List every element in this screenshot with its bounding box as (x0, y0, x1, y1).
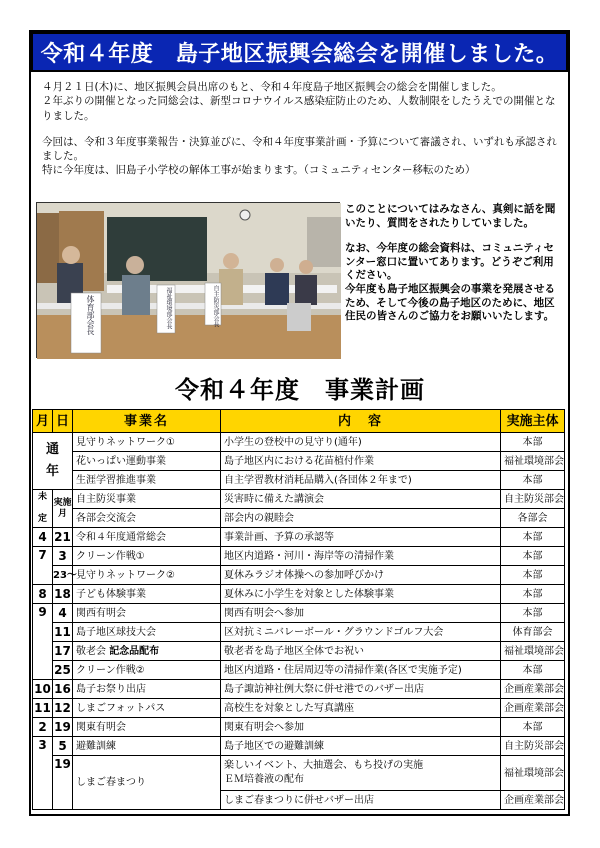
header-content: 内 容 (221, 410, 501, 433)
table-row (33, 547, 565, 566)
row-org: 本部 (501, 604, 565, 623)
row-day: 3 (53, 547, 73, 566)
row-month: 9 (33, 604, 53, 680)
row-org: 福祉環境部会 (501, 452, 565, 471)
row-content: 区対抗ミニバレーボール・グラウンドゴルフ大会 (221, 623, 501, 642)
header-day: 日 (53, 410, 73, 433)
table-row (33, 718, 565, 737)
row-name: 関東有明会 (73, 718, 221, 737)
table-row (33, 566, 565, 585)
row-day: 16 (53, 680, 73, 699)
row-name: 敬老会 記念品配布 (73, 642, 221, 661)
row-org: 本部 (501, 585, 565, 604)
row-day: 18 (53, 585, 73, 604)
row-content: 事業計画、予算の承認等 (221, 528, 501, 547)
header-name: 事業名 (73, 410, 221, 433)
row-content: 関東有明会へ参加 (221, 718, 501, 737)
table-row (33, 585, 565, 604)
row-name: 見守りネットワーク② (73, 566, 221, 585)
row-name: 各部会交流会 (73, 509, 221, 528)
table-row (33, 699, 565, 718)
page-title: 令和４年度 島子地区振興会総会を開催しました。 (31, 32, 568, 72)
table-header (33, 410, 565, 433)
table-row (33, 623, 565, 642)
row-org: 自主防災部会 (501, 737, 565, 756)
row-month: 8 (33, 585, 53, 604)
row-month: 3 (33, 737, 53, 810)
row-org: 企画産業部会 (501, 699, 565, 718)
header-org: 実施主体 (501, 410, 565, 433)
table-row (33, 604, 565, 623)
row-name: クリーン作戦① (73, 547, 221, 566)
table-row (33, 452, 565, 471)
header-month: 月 (33, 410, 53, 433)
sign-welfare: 福祉環境部会長 (165, 287, 172, 329)
plan-title: 令和４年度 事業計画 (175, 376, 425, 404)
table-row (33, 642, 565, 661)
row-org: 各部会 (501, 509, 565, 528)
row-month: 11 (33, 699, 53, 718)
row-content: 部会内の親睦会 (221, 509, 501, 528)
table-row (33, 756, 565, 791)
row-org: 本部 (501, 718, 565, 737)
row-day: 12 (53, 699, 73, 718)
row-org: 福祉環境部会 (501, 642, 565, 661)
row-org: 企画産業部会 (501, 680, 565, 699)
implementation-month-label: 実施 月 (53, 490, 73, 528)
row-content: 島子諏訪神社例大祭に併せ港でのバザー出店 (221, 680, 501, 699)
row-org: 自主防災部会 (501, 490, 565, 509)
row-content: 高校生を対象とした写真講座 (221, 699, 501, 718)
row-name: 子ども体験事業 (73, 585, 221, 604)
table-row (33, 490, 565, 509)
row-month: 2 (33, 718, 53, 737)
row-content: 地区内道路・河川・海岸等の清掃作業 (221, 547, 501, 566)
row-org: 企画産業部会 (501, 791, 565, 810)
row-org: 本部 (501, 471, 565, 490)
row-content: 島子地区での避難訓練 (221, 737, 501, 756)
table-row (33, 680, 565, 699)
row-org: 本部 (501, 547, 565, 566)
row-content: 関西有明会へ参加 (221, 604, 501, 623)
table-row (33, 471, 565, 490)
side-paragraph-1: このことについてはみなさん、真剣に話を聞いたり、質問をされたりしていました。 (345, 203, 556, 229)
row-name: 生涯学習推進事業 (73, 471, 221, 490)
row-day: 19 (53, 718, 73, 737)
row-org: 福祉環境部会 (501, 756, 565, 791)
intro-paragraph-1: ４月２１日(木)に、地区振興会員出席のもと、令和４年度島子地区振興会の総会を開催しました。 (42, 81, 502, 93)
intro-paragraph-4: 特に今年度は、旧島子小学校の解体工事が始まります。（コミュニティセンター移転のため） (42, 164, 476, 177)
row-content: 夏休みに小学生を対象とした体験事業 (221, 585, 501, 604)
row-name: 島子地区球技大会 (73, 623, 221, 642)
row-name: 自主防災事業 (73, 490, 221, 509)
row-content: 夏休みラジオ体操への参加呼びかけ (221, 566, 501, 585)
table-row (33, 433, 565, 452)
row-name: 花いっぱい運動事業 (73, 452, 221, 471)
row-content: 災害時に備えた講演会 (221, 490, 501, 509)
row-name: 島子お祭り出店 (73, 680, 221, 699)
row-day: 4 (53, 604, 73, 623)
row-name: 令和４年度通常総会 (73, 528, 221, 547)
row-day: 25 (53, 661, 73, 680)
undetermined-label: 未 定 (33, 490, 53, 528)
table-row (33, 528, 565, 547)
row-day: 19 (53, 756, 73, 810)
row-day: 11 (53, 623, 73, 642)
row-day: 17 (53, 642, 73, 661)
season-label: 通 年 (33, 433, 73, 490)
row-content: 島子地区内における花苗植付作業 (221, 452, 501, 471)
table-row (33, 509, 565, 528)
row-org: 本部 (501, 433, 565, 452)
row-month: 7 (33, 547, 53, 585)
row-month: 10 (33, 680, 53, 699)
side-notes (345, 203, 563, 324)
row-name: しまご春まつり (73, 756, 221, 810)
row-org: 体育部会 (501, 623, 565, 642)
row-content: 敬老者を島子地区全体でお祝い (221, 642, 501, 661)
meeting-photo (36, 202, 340, 358)
side-paragraph-3: 今年度も島子地区振興会の事業を発展させるため、そして今後の島子地区のために、地区住民の皆さんのご協力をお願いいたします。 (345, 282, 555, 323)
row-name: 見守りネットワーク① (73, 433, 221, 452)
intro-paragraph-2: ２年ぶりの開催となった同総会は、新型コロナウイルス感染症防止のため、人数制限をしたうえでの開催となりました。 (42, 95, 556, 122)
intro-text (42, 80, 562, 178)
row-name: 関西有明会 (73, 604, 221, 623)
row-content: 自主学習教材消耗品購入(各団体２年まで) (221, 471, 501, 490)
row-org: 本部 (501, 528, 565, 547)
row-org: 本部 (501, 661, 565, 680)
row-name: クリーン作戦② (73, 661, 221, 680)
sign-sports: 体育部会長 (86, 295, 95, 335)
side-paragraph-2: なお、今年度の総会資料は、コミュニティセンター窓口に置いてあります。どうぞご利用ください。 (345, 242, 554, 282)
row-day: 21 (53, 528, 73, 547)
row-content: しまご春まつりに併せバザー出店 (221, 791, 501, 810)
row-name: 避難訓練 (73, 737, 221, 756)
table-row (33, 661, 565, 680)
sign-disaster: 自主防災部会長 (212, 285, 219, 327)
intro-paragraph-3: 今回は、令和３年度事業報告・決算並びに、令和４年度事業計画・予算について審議され、いずれも承認されました。 (42, 135, 557, 163)
business-plan-table (32, 409, 565, 810)
row-day: 5 (53, 737, 73, 756)
row-month: 4 (33, 528, 53, 547)
row-day: 23～ (53, 566, 73, 585)
row-org: 本部 (501, 566, 565, 585)
row-name: しまごフォットパス (73, 699, 221, 718)
row-content: 楽しいイベント、大抽選会、もち投げの実施 ＥＭ培養液の配布 (221, 756, 501, 791)
row-content: 小学生の登校中の見守り(通年) (221, 433, 501, 452)
row-content: 地区内道路・住居周辺等の清掃作業(各区で実施予定) (221, 661, 501, 680)
table-row (33, 737, 565, 756)
